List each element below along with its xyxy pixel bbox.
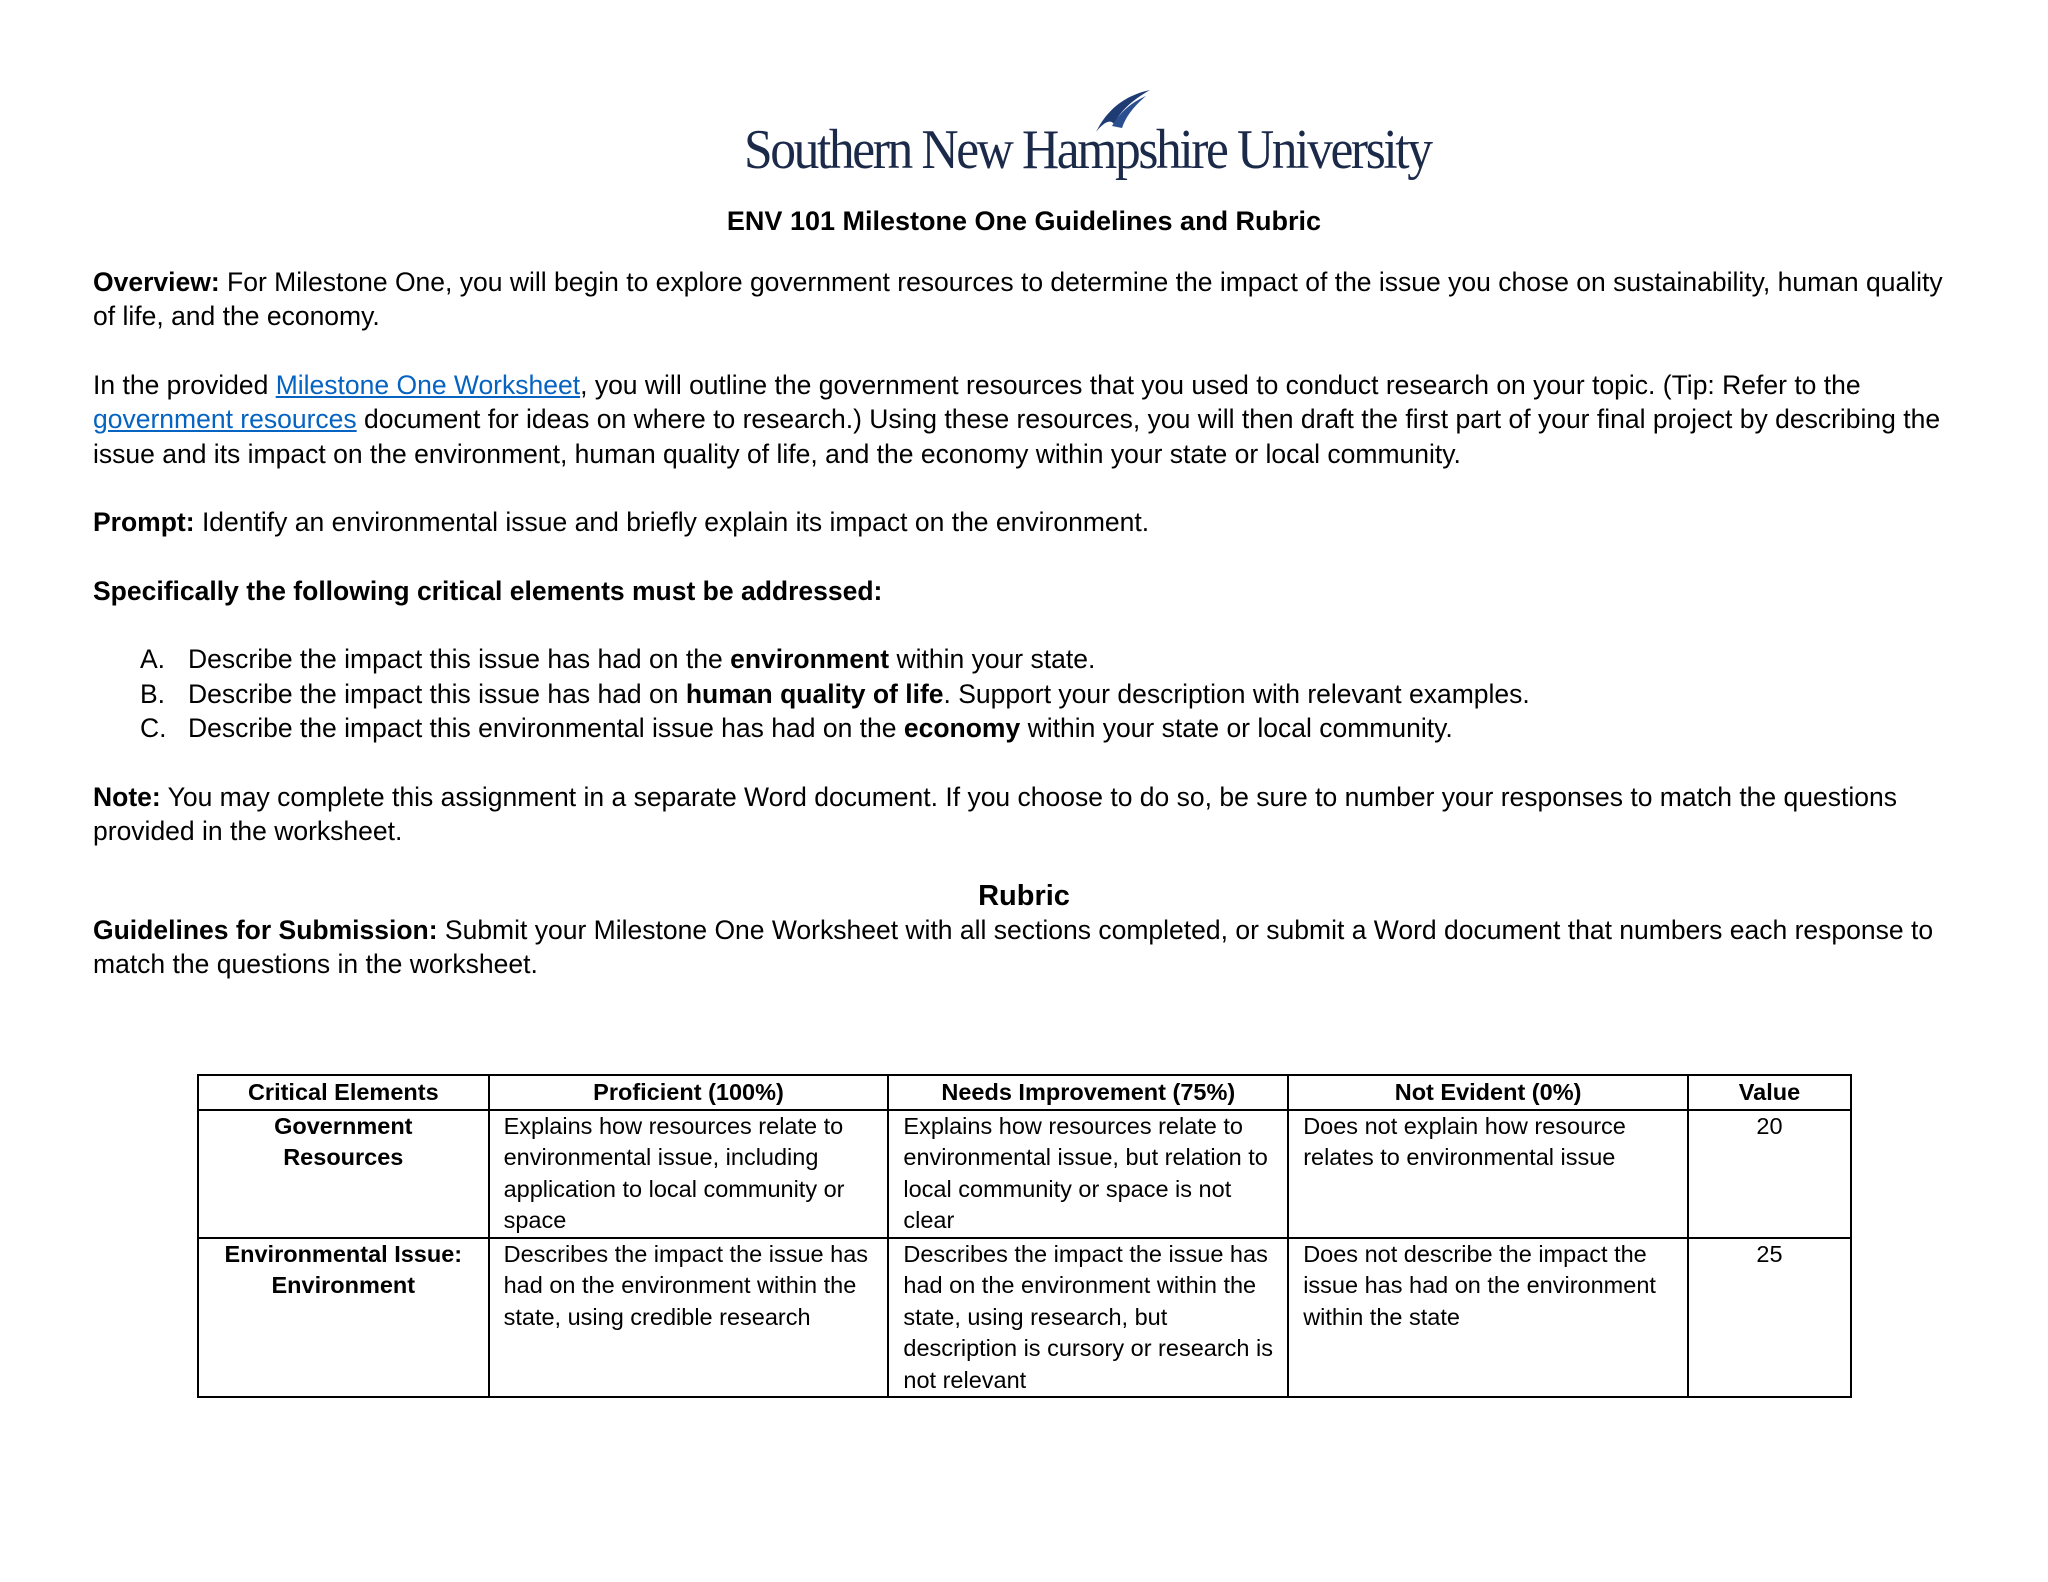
logo-text: Southern New Hampshire University	[744, 119, 1431, 181]
list-item	[140, 677, 1955, 712]
column-header: Not Evident (0%)	[1288, 1075, 1688, 1110]
list-item-emphasis: environment	[730, 644, 890, 674]
list-item-text: Describe the impact this issue has had on the	[188, 644, 731, 674]
value-cell: 20	[1688, 1110, 1851, 1238]
intro-text-2: , you will outline the government resources that you used to conduct research on your topic. (Tip: Refer to the	[580, 369, 1861, 400]
column-header: Critical Elements	[198, 1075, 489, 1110]
list-item-emphasis: economy	[903, 713, 1021, 743]
critical-element-cell: Environmental Issue: Environment	[198, 1238, 489, 1398]
note-text: You may complete this assignment in a separate Word document. If you choose to do so, be sure to number your responses to match the questions provided in the worksheet.	[93, 781, 1897, 846]
prompt-label: Prompt:	[93, 507, 195, 537]
intro-text-3: document for ideas on where to research.) Using these resources, you will then draft the first part of your final project by describing the issue and its impact on the environment, human quality of life, and the economy within your state or local community.	[93, 404, 1941, 469]
list-item-text: Describe the impact this environmental issue has had on the	[188, 713, 904, 743]
list-item-text: within your state.	[889, 644, 1096, 674]
milestone-worksheet-link[interactable]: Milestone One Worksheet	[275, 369, 581, 400]
needs-improvement-cell: Explains how resources relate to environmental issue, but relation to local community or space is not clear	[888, 1110, 1288, 1238]
submission-text: Submit your Milestone One Worksheet with all sections completed, or submit a Word document that numbers each response to match the questions in the worksheet.	[93, 914, 1934, 979]
submission-paragraph	[93, 913, 1955, 982]
overview-paragraph	[93, 265, 1955, 334]
list-item	[140, 711, 1955, 746]
government-resources-link[interactable]: government resources	[93, 404, 357, 434]
prompt-paragraph	[93, 505, 1955, 540]
table-header-row	[198, 1075, 1851, 1110]
value-cell: 25	[1688, 1238, 1851, 1398]
overview-label: Overview:	[93, 266, 220, 297]
list-marker: B.	[140, 678, 166, 709]
rubric-table	[197, 1074, 1852, 1398]
column-header: Value	[1688, 1075, 1851, 1110]
intro-text-1: In the provided	[93, 369, 276, 400]
university-logo	[744, 88, 1431, 181]
critical-elements-heading	[93, 574, 1955, 609]
critical-element-cell: Government Resources	[198, 1110, 489, 1238]
prompt-text: Identify an environmental issue and briefly explain its impact on the environment.	[194, 507, 1150, 537]
column-header: Proficient (100%)	[489, 1075, 889, 1110]
rubric-heading: Rubric	[978, 879, 1070, 912]
submission-label: Guidelines for Submission:	[93, 914, 438, 945]
page-title: ENV 101 Milestone One Guidelines and Rubric	[726, 206, 1322, 236]
not-evident-cell: Does not describe the impact the issue has had on the environment within the state	[1288, 1238, 1688, 1398]
critical-elements-list	[93, 642, 1955, 746]
list-item-emphasis: human quality of life	[685, 678, 944, 709]
proficient-cell: Explains how resources relate to environmental issue, including application to local community or space	[489, 1110, 889, 1238]
document-body	[93, 204, 1955, 1016]
list-item-text: Describe the impact this issue has had on	[188, 678, 686, 709]
list-marker: C.	[140, 713, 167, 743]
list-item-text: within your state or local community.	[1020, 713, 1453, 743]
table-row	[198, 1110, 1851, 1238]
overview-text: For Milestone One, you will begin to explore government resources to determine the impact of the issue you chose on sustainability, human quality of life, and the economy.	[93, 266, 1943, 331]
critical-elements-heading-text: Specifically the following critical elements must be addressed:	[93, 575, 883, 606]
needs-improvement-cell: Describes the impact the issue has had on the environment within the state, using research, but description is cursory or research is not relevant	[888, 1238, 1288, 1398]
not-evident-cell: Does not explain how resource relates to environmental issue	[1288, 1110, 1688, 1238]
list-item	[140, 642, 1955, 677]
table-row	[198, 1238, 1851, 1398]
list-marker: A.	[140, 644, 166, 674]
intro-paragraph	[93, 368, 1955, 472]
note-paragraph	[93, 780, 1955, 849]
note-label: Note:	[93, 781, 161, 812]
list-item-text: . Support your description with relevant examples.	[943, 678, 1530, 709]
column-header: Needs Improvement (75%)	[888, 1075, 1288, 1110]
proficient-cell: Describes the impact the issue has had on the environment within the state, using credible research	[489, 1238, 889, 1398]
